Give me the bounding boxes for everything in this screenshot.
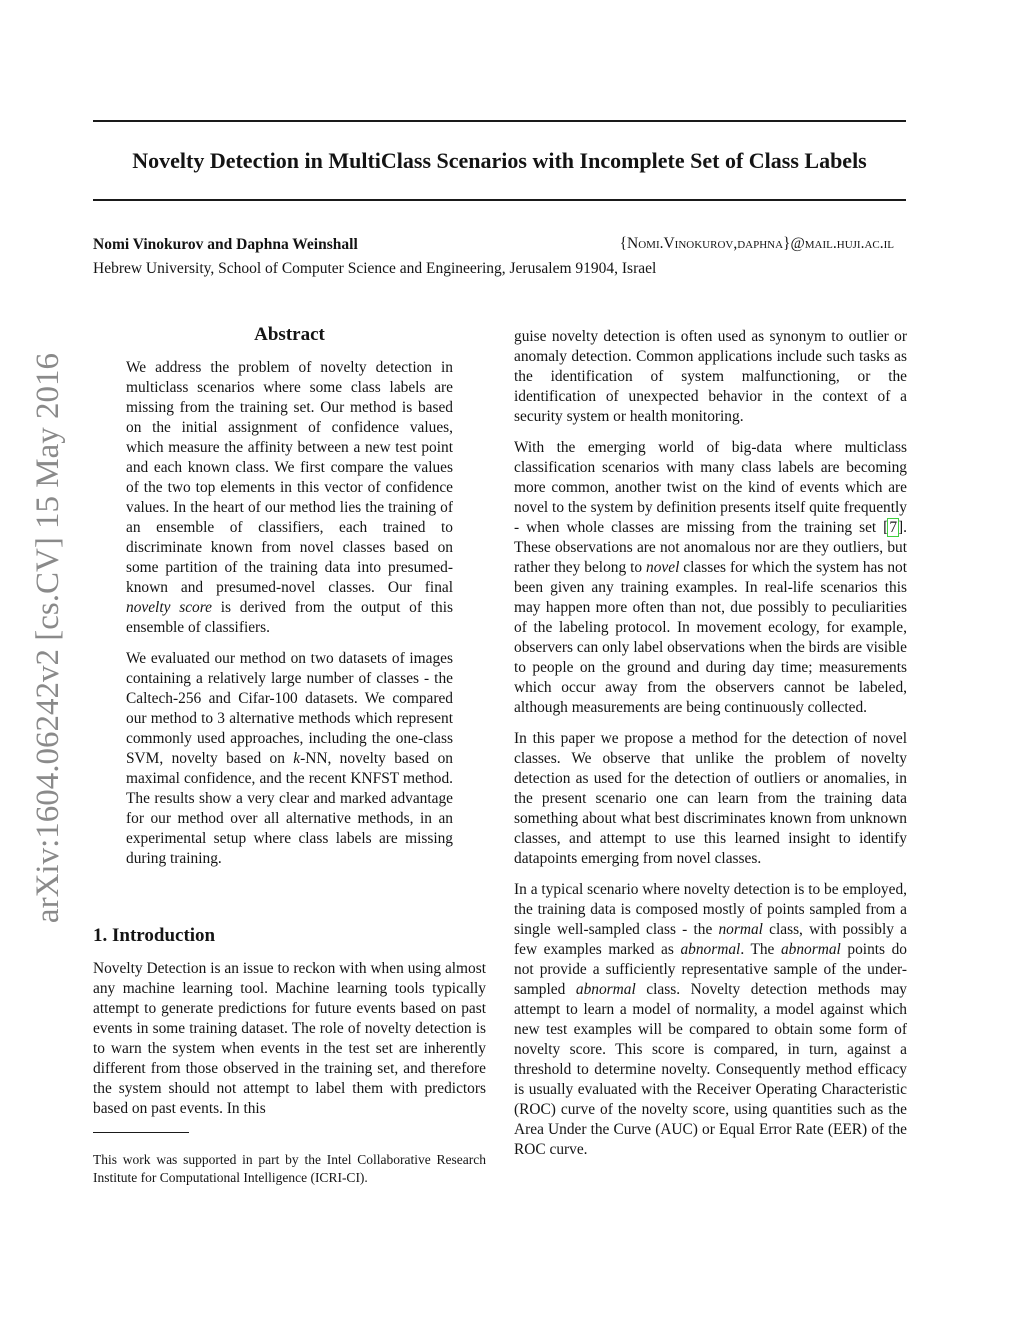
body-paragraph: In this paper we propose a method for the detection of novel classes. We observe that unlike the problem of novelty detection as used for the detection of outliers or anomalies, in the present scenario one can learn from the training data something about what best discriminates known from unknown classes, and attempt to use this learned insight to identify datapoints emerging from novel classes. [514,730,907,867]
abstract-body [126,358,453,869]
author-email: {Nomi.Vinokurov,daphna}@mail.huji.ac.il [619,235,894,252]
footnote: This work was supported in part by the Intel Collaborative Research Institute for Computational Intelligence (ICRI-CI). [93,1152,486,1185]
right-column-body [514,327,907,1160]
body-paragraph: In a typical scenario where novelty detection is to be employed, the training data is composed mostly of points sampled from a single well-sampled class - the normal class, with possibly a few examples marked as abnormal. The abnormal points do not provide a sufficiently representative sample of the under-sampled abnormal class. Novelty detection methods may attempt to learn a model of normality, a model against which new test examples will be compared to obtain some form of novelty score. This score is compared, in turn, against a threshold to determine novelty. Consequently method efficacy is usually evaluated with the Receiver Operating Characteristic (ROC) curve of the novelty score, using quantities such as the Area Under the Curve (AUC) or Equal Error Rate (EER) of the ROC curve. [514,881,907,1158]
title-bottom-rule [93,199,906,201]
section-heading-introduction: 1. Introduction [93,925,216,946]
body-paragraph: guise novelty detection is often used as synonym to outlier or anomaly detection. Common applications include such tasks as the identification of system malfunctioning, or the identification of unexpected behavior in the context of a security system or health monitoring. [514,328,907,425]
authors: Nomi Vinokurov and Daphna Weinshall [93,236,358,253]
body-paragraph: Novelty Detection is an issue to reckon with when using almost any machine learning tool. Machine learning tools typically attempt to generate predictions for future events based on past events in some training dataset. The role of novelty detection is to warn the system when events in the test set are inherently different from those observed in the training set, and therefore the system should not attempt to label them with predictors based on past events. In this [93,960,486,1117]
affiliation: Hebrew University, School of Computer Science and Engineering, Jerusalem 91904, Israel [93,260,657,277]
footnote-rule [93,1132,189,1133]
abstract-heading: Abstract [254,324,325,345]
paper-title: Novelty Detection in MultiClass Scenarios with Incomplete Set of Class Labels [132,148,867,173]
arxiv-identifier: arXiv:1604.06242v2 [cs.CV] 15 May 2016 [30,352,66,924]
introduction-body [93,959,486,1119]
title-top-rule [93,120,906,122]
abstract-paragraph: We address the problem of novelty detection in multiclass scenarios where some class labels are missing from the training set. Our method is based on the initial assignment of confidence values, which measure the affinity between a new test point and each known class. We first compare the values of the two top elements in this vector of confidence values. In the heart of our method lies the training of an ensemble of classifiers, each trained to discriminate known from novel classes based on some partition of the training data into presumed-known and presumed-novel classes. Our final novelty score is derived from the output of this ensemble of classifiers. [126,359,453,636]
abstract-paragraph: We evaluated our method on two datasets of images containing a relatively large number of classes - the Caltech-256 and Cifar-100 datasets. We compared our method to 3 alternative methods which represent commonly used approaches, including the one-class SVM, novelty based on k-NN, novelty based on maximal confidence, and the recent KNFST method. The results show a very clear and marked advantage for our method over all alternative methods, in an experimental setup where class labels are missing during training. [126,650,453,867]
citation-link[interactable]: 7 [889,519,898,536]
body-paragraph: With the emerging world of big-data where multiclass classification scenarios with many class labels are becoming more common, another twist on the kind of events which are novel to the system by definition presents itself quite frequently - when whole classes are missing from the training set [7]. These observations are not anomalous nor are they outliers, but rather they belong to novel classes for which the system has not been given any training examples. In real-life scenarios this may happen more often than not, due possibly to peculiarities of the labeling protocol. In movement ecology, for example, observers can only label observations when the birds are visible to people on the ground and during day time; measurements which occur away from the observers cannot be labeled, although measurements are being continuously collected. [514,439,907,716]
